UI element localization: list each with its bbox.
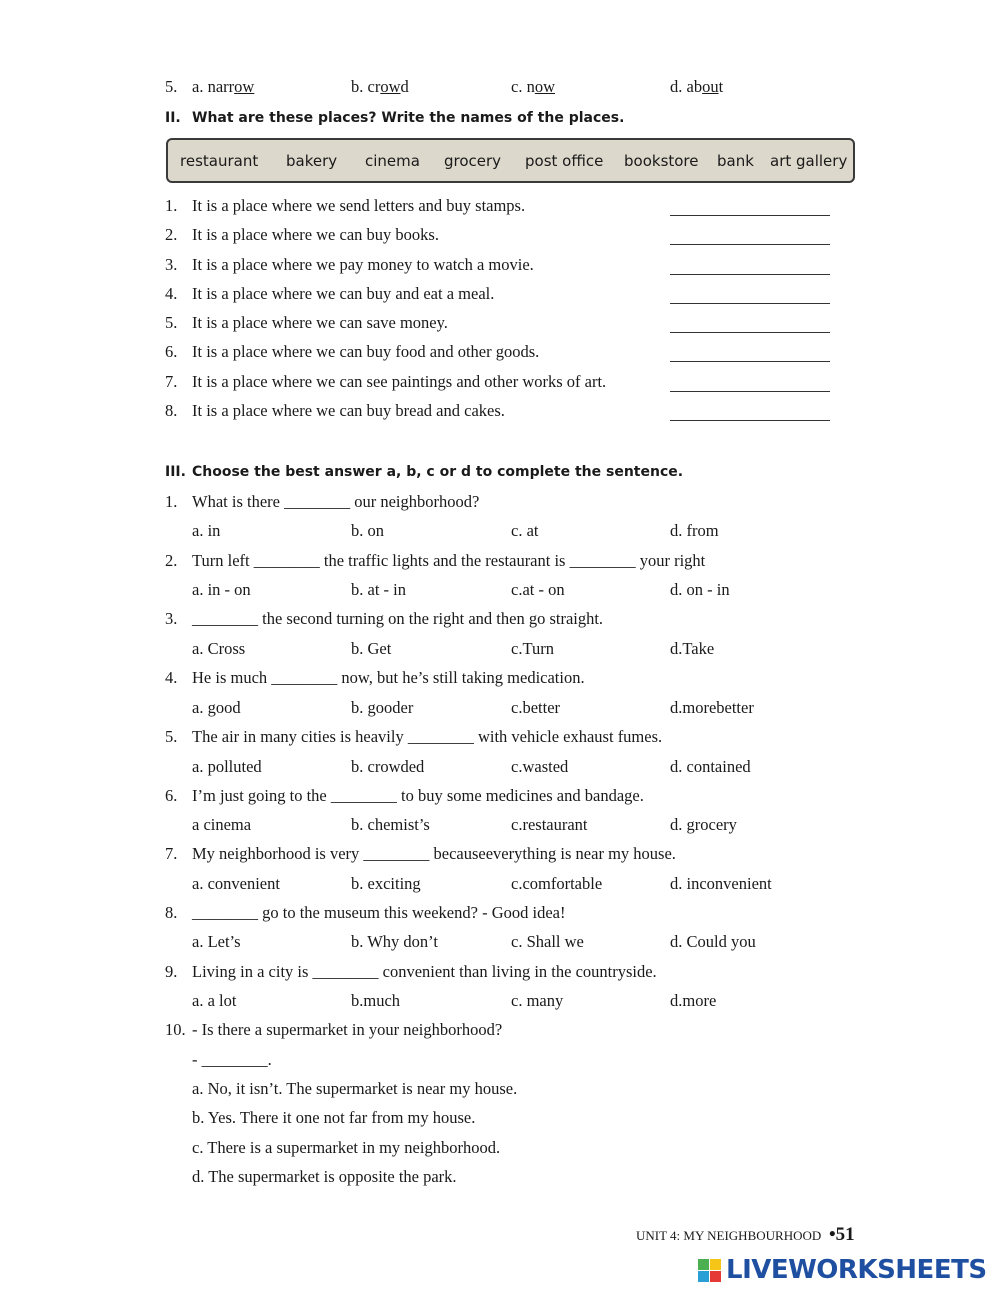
option-c[interactable]: c. Shall we — [511, 932, 584, 951]
prev-option-c: c. now — [511, 77, 555, 96]
option-d[interactable]: d. contained — [670, 757, 751, 776]
liveworksheets-logo — [698, 1255, 998, 1285]
option-c[interactable]: c.at - on — [511, 580, 565, 599]
option-c[interactable]: c.comfortable — [511, 874, 603, 893]
answer-blank[interactable] — [670, 332, 830, 333]
option-c[interactable]: c. many — [511, 991, 564, 1010]
prev-option-a: a. narrow — [192, 77, 255, 96]
word-bank-item: post office — [525, 152, 604, 170]
option-b[interactable]: b. on — [351, 521, 384, 540]
word-bank-item: bookstore — [624, 152, 699, 170]
word-bank-item: bank — [717, 152, 754, 170]
section-2-heading — [165, 108, 624, 128]
option-b[interactable]: b. chemist’s — [351, 815, 430, 834]
option-c[interactable]: c. at — [511, 521, 539, 540]
option-a[interactable]: a. Cross — [192, 639, 246, 658]
prev-option-b: b. crowd — [351, 77, 409, 96]
word-bank-item: art gallery — [770, 152, 848, 170]
page-number: •51 — [829, 1224, 855, 1245]
answer-line[interactable]: - ________. — [192, 1050, 272, 1069]
option-a[interactable]: a. No, it isn’t. The supermarket is near my house. — [192, 1079, 518, 1098]
answer-blank[interactable] — [670, 420, 830, 421]
option-d[interactable]: d. from — [670, 521, 719, 540]
logo-squares-icon — [698, 1259, 722, 1283]
option-d[interactable]: d. grocery — [670, 815, 737, 834]
option-d[interactable]: d. inconvenient — [670, 874, 772, 893]
option-b[interactable]: b.much — [351, 991, 401, 1010]
option-d[interactable]: d.morebetter — [670, 698, 754, 717]
section-title: Choose the best answer a, b, c or d to complete the sentence. — [192, 464, 684, 480]
section-3-heading — [165, 462, 683, 482]
option-a[interactable]: a. convenient — [192, 874, 280, 893]
option-b[interactable]: b. Get — [351, 639, 392, 658]
option-a[interactable]: a. a lot — [192, 991, 237, 1010]
answer-blank[interactable] — [670, 361, 830, 362]
option-d[interactable]: d. Could you — [670, 932, 756, 951]
answer-blank[interactable] — [670, 215, 830, 216]
option-b[interactable]: b. at - in — [351, 580, 406, 599]
option-a[interactable]: a. Let’s — [192, 932, 241, 951]
option-c[interactable]: c.wasted — [511, 757, 569, 776]
option-c[interactable]: c. There is a supermarket in my neighborhood. — [192, 1138, 501, 1157]
section-title: What are these places? Write the names of the places. — [192, 110, 625, 126]
option-a[interactable]: a cinema — [192, 815, 252, 834]
option-b[interactable]: b. Why don’t — [351, 932, 438, 951]
option-b[interactable]: b. gooder — [351, 698, 414, 717]
footer-unit-label: UNIT 4: MY NEIGHBOURHOOD — [636, 1228, 822, 1243]
word-bank-item: bakery — [286, 152, 338, 170]
answer-blank[interactable] — [670, 303, 830, 304]
word-bank — [166, 138, 855, 183]
option-d[interactable]: d. The supermarket is opposite the park. — [192, 1167, 457, 1186]
option-c[interactable]: c.Turn — [511, 639, 554, 658]
option-d[interactable]: d. on - in — [670, 580, 730, 599]
worksheet-page: 5. a. narrow b. crowd c. now d. about II. What are these places? Write the names of the places. restaurant bakery cinema grocery post office bookstore bank art gallery 1. It is a place where we send letters and buy stamps. 2. It is a place where we can buy books. 3. It is a place where we pay money to watch a movie. 4. It is a place where we can buy and eat a meal. 5. It is a place where we can save money. 6. It is a place where we can buy food and other goods. 7. It is a place where we can see paintings and other works of art. 8. It is a place where we can buy bread and cakes. III. Choose the best answer a, b, c or d to complete the sentence. 1. What is there ________ our neighborhood? a. in b. on c. at d. from 2. Turn left ________ the traffic lights and the restaurant is ________ your right a. in - on b. at - in c.at - on d. on - in 3. ________ the second turning on the right and then go straight. a. Cross b. Get c.Turn d.Take 4. He is much ________ now, but he’s still taking medication. a. good b. gooder c.better d.morebetter 5. The air in many cities is heavily ________ with vehicle exhaust fumes. a. polluted b. crowded c.wasted d. contained 6. I’m just going to the ________ to buy some medicines and bandage. a cinema b. chemist’s c.restaurant d. grocery 7. My neighborhood is very ________ becauseeverything is near my house. a. convenient b. exciting c.comfortable d. inconvenient 8. ________ go to the museum this weekend? - Good idea! a. Let’s b. Why don’t c. Shall we d. Could you 9. Living in a city is ________ convenient than living in the countryside. a. a lot b.much c. many d.more 10. - Is there a supermarket in your neighborhood? - ________. a. No, it isn’t. The supermarket is near my house. b. Yes. There it one not far from my house. c. There is a supermarket in my neighborhood. d. The supermarket is opposite the park. UNIT 4: MY NEIGHBOURHOOD •51 LIVEWORKSHEETS — [0, 0, 1000, 1291]
logo-wordmark: LIVEWORKSHEETS — [726, 1255, 987, 1285]
answer-blank[interactable] — [670, 391, 830, 392]
option-b[interactable]: b. Yes. There it one not far from my house. — [192, 1108, 476, 1127]
section-number: II. — [165, 110, 181, 126]
option-a[interactable]: a. polluted — [192, 757, 262, 776]
word-bank-item: grocery — [444, 152, 502, 170]
option-a[interactable]: a. in — [192, 521, 221, 540]
option-b[interactable]: b. crowded — [351, 757, 425, 776]
option-c[interactable]: c.better — [511, 698, 561, 717]
option-c[interactable]: c.restaurant — [511, 815, 588, 834]
answer-blank[interactable] — [670, 274, 830, 275]
option-a[interactable]: a. in - on — [192, 580, 251, 599]
section-number: III. — [165, 464, 186, 480]
word-bank-item: cinema — [365, 152, 420, 170]
option-a[interactable]: a. good — [192, 698, 241, 717]
word-bank-item: restaurant — [180, 152, 259, 170]
option-d[interactable]: d.more — [670, 991, 717, 1010]
prev-option-d: d. about — [670, 77, 724, 96]
option-b[interactable]: b. exciting — [351, 874, 421, 893]
item-number: 5. — [165, 77, 178, 96]
answer-blank[interactable] — [670, 244, 830, 245]
option-d[interactable]: d.Take — [670, 639, 715, 658]
